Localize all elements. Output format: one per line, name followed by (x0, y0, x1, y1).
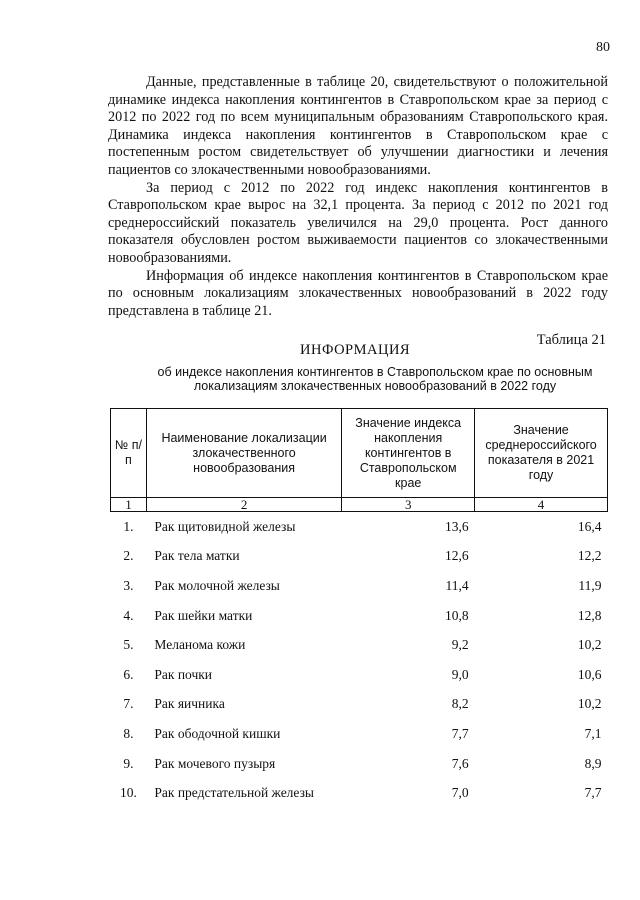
localization-name: Меланома кожи (154, 637, 246, 653)
regional-index-value: 7,7 (451, 725, 469, 741)
regional-index-value: 9,0 (451, 666, 469, 682)
table-row (111, 601, 608, 631)
national-average-value: 12,8 (577, 607, 602, 623)
table-row (111, 719, 608, 749)
page-number: 80 (596, 40, 610, 55)
column-number: 2 (146, 498, 341, 512)
regional-index-value: 9,2 (451, 637, 469, 653)
row-number: 1. (123, 518, 134, 534)
localization-name: Рак щитовидной железы (154, 518, 296, 534)
table-subtitle: об индексе накопления контингентов в Ставропольском крае по основным локализациям злокачественных новообразований в 2022 году (157, 365, 593, 393)
row-number: 6. (123, 666, 134, 682)
regional-index-value: 11,4 (445, 577, 469, 593)
localization-name: Рак тела матки (154, 548, 240, 564)
table-row (111, 690, 608, 720)
national-average-value: 10,6 (577, 666, 602, 682)
national-average-value: 12,2 (577, 548, 602, 564)
table-body (111, 512, 608, 808)
header-national-average: Значение среднероссийского показателя в 2021 году (475, 409, 608, 498)
table-caption: Таблица 21 (536, 332, 606, 348)
table-row (111, 571, 608, 601)
row-number: 4. (123, 607, 134, 623)
localization-name: Рак молочной железы (154, 577, 280, 593)
table-title: ИНФОРМАЦИЯ (300, 342, 411, 358)
regional-index-value: 10,8 (444, 607, 469, 623)
table-row (111, 512, 608, 542)
regional-index-value: 13,6 (444, 518, 469, 534)
localization-name: Рак мочевого пузыря (154, 755, 276, 771)
localization-name: Рак шейки матки (154, 607, 253, 623)
row-number: 7. (123, 696, 134, 712)
table-row (111, 630, 608, 660)
column-number: 3 (342, 498, 475, 512)
localization-name: Рак предстательной железы (154, 785, 314, 801)
paragraph: Данные, представленные в таблице 20, свидетельствуют о положительной динамике индекса накопления контингентов в Ставропольском крае за период с 2012 по 2022 год по всем муниципальным образованиям Ставропольского края. Динамика индекса накопления контингентов в Ставропольском крае с постепенным ростом свидетельствует об улучшении диагностики и лечения пациентов со злокачественными новообразованиями. (108, 74, 608, 178)
national-average-value: 10,2 (577, 637, 602, 653)
regional-index-value: 7,0 (451, 785, 469, 801)
row-number: 5. (123, 637, 134, 653)
national-average-value: 7,1 (584, 725, 602, 741)
row-number: 3. (123, 577, 134, 593)
column-number: 4 (475, 498, 608, 512)
regional-index-value: 8,2 (451, 696, 469, 712)
table-row (111, 660, 608, 690)
national-average-value: 7,7 (584, 785, 602, 801)
header-localization: Наименование локализации злокачественного новообразования (146, 409, 341, 498)
national-average-value: 10,2 (577, 696, 602, 712)
table-row (111, 778, 608, 808)
localization-name: Рак почки (154, 666, 213, 682)
localization-name: Рак ободочной кишки (154, 725, 281, 741)
row-number: 10. (120, 785, 137, 801)
header-number: № п/п (111, 409, 147, 498)
header-regional-index: Значение индекса накопления контингентов в Ставропольском крае (342, 409, 475, 498)
national-average-value: 16,4 (577, 518, 602, 534)
localization-name: Рак яичника (154, 696, 225, 712)
body-text (108, 74, 608, 320)
table-header-row (111, 409, 608, 498)
national-average-value: 11,9 (578, 577, 602, 593)
row-number: 8. (123, 725, 134, 741)
paragraph: Информация об индексе накопления контингентов в Ставропольском крае по основным локализациям злокачественных новообразований в 2022 году представлена в таблице 21. (108, 267, 608, 319)
table-row (111, 749, 608, 779)
column-number-row (111, 498, 608, 512)
table-row (111, 542, 608, 572)
regional-index-value: 12,6 (444, 548, 469, 564)
row-number: 2. (123, 548, 134, 564)
regional-index-value: 7,6 (451, 755, 469, 771)
data-table (110, 408, 608, 808)
paragraph: За период с 2012 по 2022 год индекс накопления контингентов в Ставропольском крае вырос на 32,1 процента. За период с 2012 по 2021 год среднероссийский показатель увеличился на 29,0 процента. Рост данного показателя обусловлен ростом выживаемости пациентов со злокачественными новообразованиями. (108, 179, 608, 266)
national-average-value: 8,9 (584, 755, 602, 771)
row-number: 9. (123, 755, 134, 771)
column-number: 1 (111, 498, 147, 512)
